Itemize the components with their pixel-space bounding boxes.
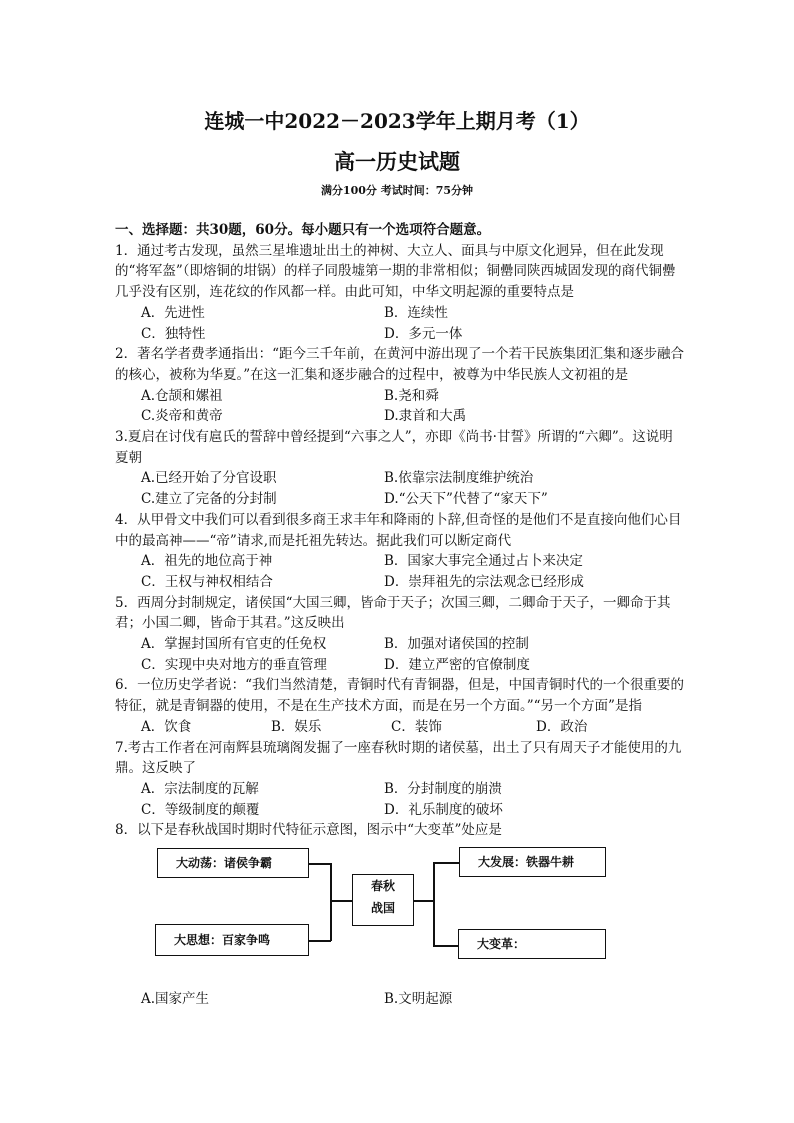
question-options (115, 303, 685, 344)
option-a[interactable]: A．祖先的地位高于神 (141, 553, 273, 570)
question-options (115, 386, 685, 427)
option-d[interactable]: D.隶首和大禹 (384, 408, 467, 425)
option-a[interactable]: A.已经开始了分官设职 (141, 470, 277, 487)
question-stem: 3.夏启在讨伐有扈氏的誓辞中曾经提到“六事之人”，亦即《尚书·甘誓》所谓的“六卿”。这说明夏朝 (115, 429, 673, 466)
diagram-connector (330, 863, 332, 941)
option-d[interactable]: D．多元一体 (384, 325, 463, 342)
question-stem: 1．通过考古发现，虽然三星堆遗址出土的神树、大立人、面具与中原文化迥异，但在此发现的“将军盔”（即熔铜的坩锅）的样子同殷墟第一期的非常相似；铜罍同陕西城固发现的商代铜罍几乎没有区别，连花纹的作风都一样。由此可知，中华文明起源的重要特点是 (115, 242, 676, 301)
diagram-box-development: 大发展：铁器牛耕 (459, 847, 606, 877)
question-stem: 6．一位历史学者说：“我们当然清楚，青铜时代有青铜器，但是，中国青铜时代的一个很重要的特征，就是青铜器的使用，不是在生产技术方面，而是在另一个方面。”“另一个方面”是指 (115, 677, 684, 715)
question-2 (115, 344, 685, 427)
diagram-connector (309, 863, 331, 865)
diagram-center-warring-states: 战国 (370, 901, 395, 916)
question-6 (115, 675, 685, 737)
option-d[interactable]: D．建立严密的官僚制度 (384, 656, 530, 673)
option-b[interactable]: B．国家大事完全通过占卜来决定 (384, 553, 583, 570)
diagram-center-box (352, 874, 414, 926)
diagram-box-reform: 大变革： (458, 929, 606, 959)
diagram-connector (330, 900, 352, 902)
option-d[interactable]: D．礼乐制度的破坏 (384, 801, 503, 818)
option-b[interactable]: B．分封制度的崩溃 (384, 780, 502, 797)
diagram-box-thought: 大思想：百家争鸣 (155, 924, 309, 956)
option-b[interactable]: B．娱乐 (271, 718, 322, 735)
question-stem: 8．以下是春秋战国时期时代特征示意图，图示中“大变革”处应是 (115, 822, 502, 839)
diagram-connector (433, 862, 459, 864)
question-1 (115, 241, 685, 345)
exam-title: 连城一中2022－2023学年上期月考（1） (204, 109, 590, 133)
diagram-box-unrest: 大动荡：诸侯争霸 (157, 848, 309, 878)
option-a[interactable]: A.国家产生 (141, 991, 210, 1008)
option-c[interactable]: C．王权与神权相结合 (141, 573, 273, 590)
question-options (115, 717, 685, 738)
diagram-connector (414, 900, 434, 902)
option-b[interactable]: B．加强对诸侯国的控制 (384, 636, 529, 653)
exam-content (115, 220, 685, 1010)
exam-subtitle: 高一历史试题 (334, 149, 460, 174)
diagram-connector (309, 940, 331, 942)
option-b[interactable]: B.文明起源 (384, 991, 453, 1008)
exam-meta: 满分100分 考试时间：75分钟 (320, 184, 474, 197)
question-stem: 7.考古工作者在河南辉县琉璃阁发掘了一座春秋时期的诸侯墓，出土了只有周天子才能使用的九鼎。这反映了 (115, 739, 682, 777)
diagram-connector (433, 945, 458, 947)
option-c[interactable]: C.炎帝和黄帝 (141, 408, 223, 425)
diagram-center-spring-autumn: 春秋 (370, 879, 395, 894)
question-options (115, 634, 685, 675)
question-stem: 5．西周分封制规定，诸侯国“大国三卿，皆命于天子；次国三卿，二卿命于天子，一卿命于其君；小国二卿，皆命于其君。”这反映出 (115, 594, 671, 632)
option-c[interactable]: C.建立了完备的分封制 (141, 491, 277, 508)
question-4 (115, 510, 685, 593)
option-d[interactable]: D.“公天下”代替了“家天下” (384, 491, 548, 508)
option-d[interactable]: D．崇拜祖先的宗法观念已经形成 (384, 573, 584, 590)
era-diagram (115, 845, 685, 985)
question-options (115, 989, 685, 1010)
option-a[interactable]: A．先进性 (141, 304, 205, 321)
option-b[interactable]: B．连续性 (384, 304, 448, 321)
option-c[interactable]: C．独特性 (141, 325, 206, 342)
question-7 (115, 738, 685, 821)
option-c[interactable]: C．装饰 (391, 718, 442, 735)
question-5 (115, 593, 685, 676)
option-a[interactable]: A．掌握封国所有官吏的任免权 (141, 636, 327, 653)
diagram-connector (433, 862, 435, 946)
question-8 (115, 820, 685, 1009)
question-stem: 2．著名学者费孝通指出：“距今三千年前，在黄河中游出现了一个若干民族集团汇集和逐步融合的核心，被称为华夏。”在这一汇集和逐步融合的过程中，被尊为中华民族人文初祖的是 (115, 346, 684, 383)
section-heading: 一、选择题：共30题，60分。每小题只有一个选项符合题意。 (115, 222, 491, 238)
option-d[interactable]: D．政治 (536, 718, 588, 735)
question-options (115, 551, 685, 592)
option-b[interactable]: B.尧和舜 (384, 387, 439, 404)
option-a[interactable]: A.仓颉和嫘祖 (141, 387, 223, 404)
question-options (115, 779, 685, 820)
option-b[interactable]: B.依靠宗法制度维护统治 (384, 470, 534, 487)
option-c[interactable]: C．实现中央对地方的垂直管理 (141, 656, 327, 673)
question-stem: 4．从甲骨文中我们可以看到很多商王求丰年和降雨的卜辞,但奇怪的是他们不是直接向他们心目中的最高神——“帝”请求,而是托祖先转达。据此我们可以断定商代 (115, 511, 682, 549)
option-a[interactable]: A．宗法制度的瓦解 (141, 780, 259, 797)
option-c[interactable]: C．等级制度的颠覆 (141, 801, 260, 818)
question-3 (115, 427, 685, 510)
option-a[interactable]: A．饮食 (141, 718, 192, 735)
question-options (115, 468, 685, 509)
